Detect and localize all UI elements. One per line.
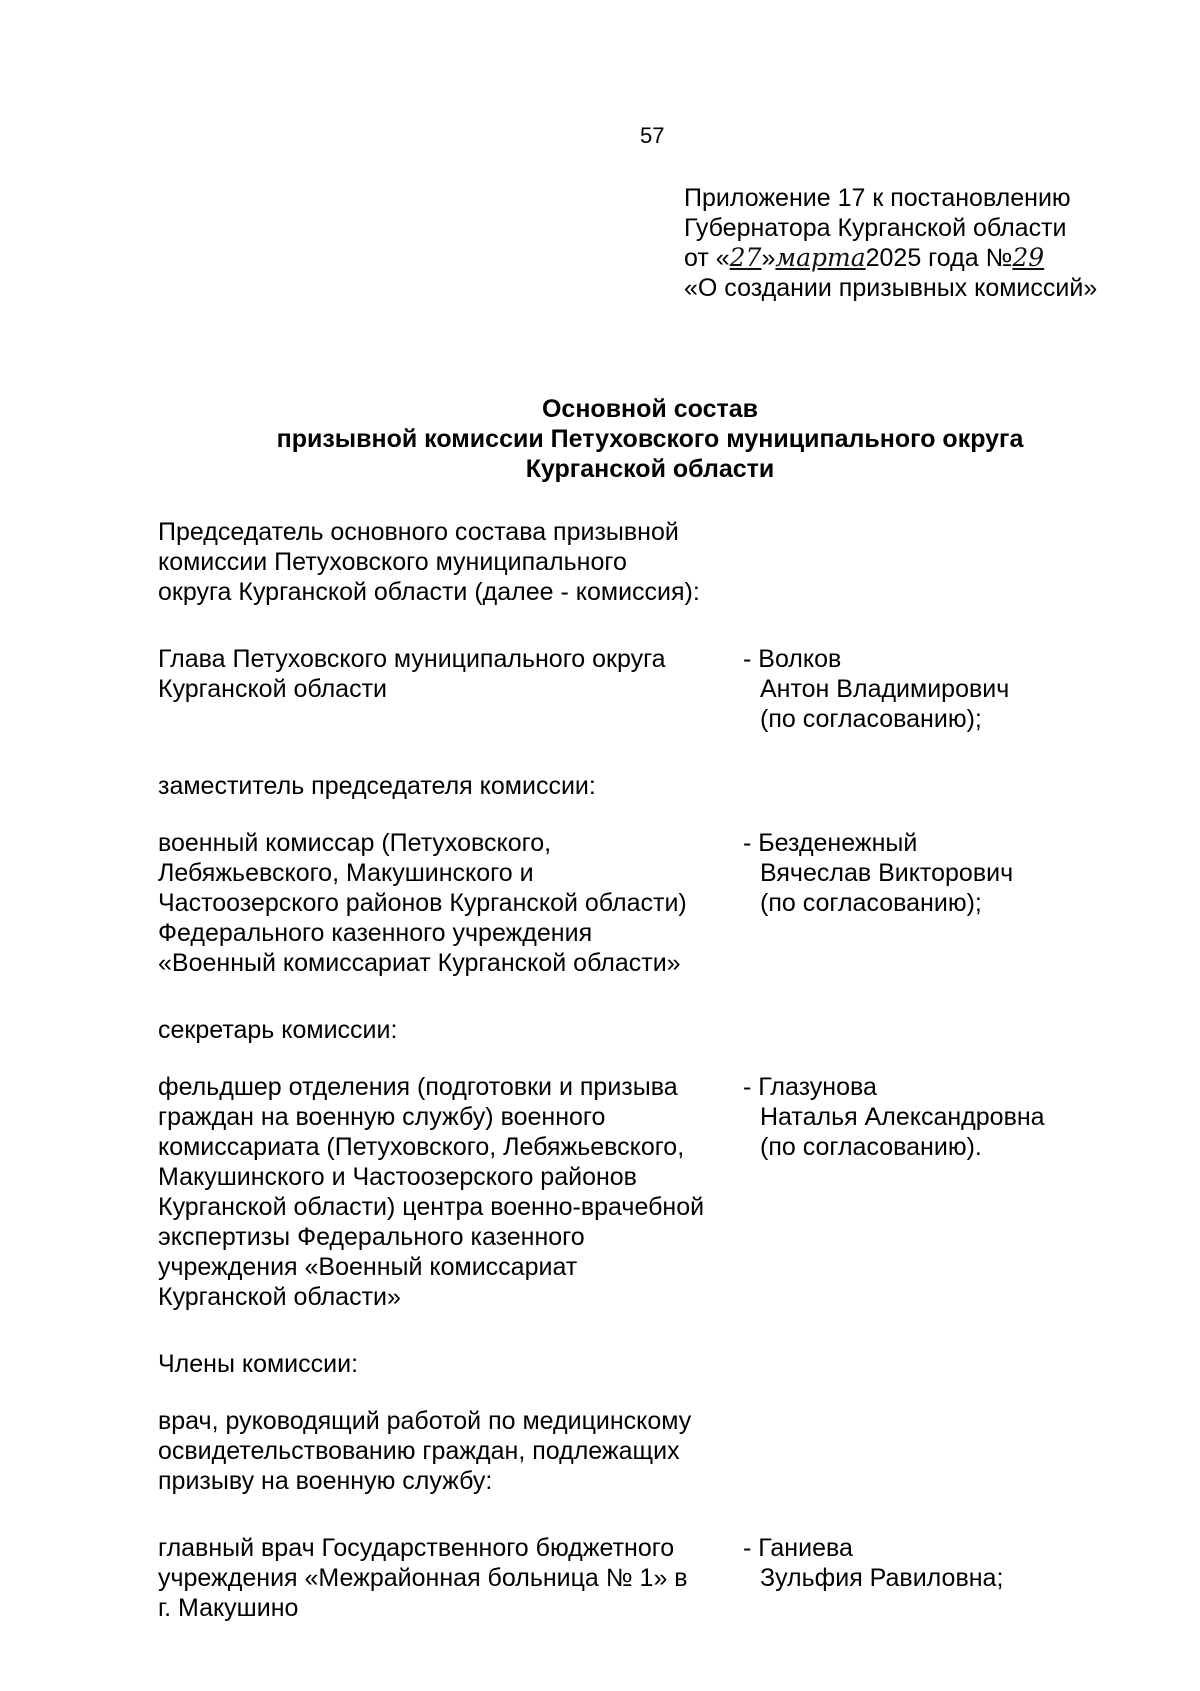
position-line: Макушинского и Частоозерского районов xyxy=(158,1163,637,1191)
doctor-heading-line: врач, руководящий работой по медицинскому xyxy=(158,1407,692,1435)
position-line: Частоозерского районов Курганской области) xyxy=(158,889,687,917)
deputy-name xyxy=(743,828,1053,978)
doctor-position xyxy=(158,1533,743,1623)
deputy-heading xyxy=(158,771,1058,801)
appendix-year: 2025 года № xyxy=(865,244,1013,272)
appendix-date-prefix: от « xyxy=(684,244,730,272)
doctor-heading-line: призыву на военную службу: xyxy=(158,1467,493,1495)
position-line: военный комиссар (Петуховского, xyxy=(158,829,552,857)
name-line: - Безденежный xyxy=(743,829,918,857)
position-line: главный врач Государственного бюджетного xyxy=(158,1534,675,1562)
name-line: Антон Владимирович xyxy=(760,675,1010,703)
secretary-heading xyxy=(158,1015,1058,1045)
handwritten-month: марта xyxy=(775,243,866,272)
handwritten-doc-number: 29 xyxy=(1012,243,1045,272)
handwritten-day: 27 xyxy=(729,243,762,272)
position-line: Глава Петуховского муниципального округа xyxy=(158,645,666,673)
position-line: комиссариата (Петуховского, Лебяжьевского, xyxy=(158,1133,685,1161)
position-line: Курганской области) центра военно-врачебной xyxy=(158,1193,705,1221)
page-number: 57 xyxy=(640,123,665,148)
position-line: экспертизы Федерального казенного xyxy=(158,1223,585,1251)
name-line: (по согласованию); xyxy=(760,889,982,917)
chairman-entry xyxy=(158,644,1058,734)
position-line: граждан на военную службу) военного xyxy=(158,1103,606,1131)
doctor-entry xyxy=(158,1533,1058,1623)
chairman-heading xyxy=(158,517,1058,607)
position-line: Федерального казенного учреждения xyxy=(158,919,593,947)
secretary-position xyxy=(158,1072,743,1312)
name-line: Зульфия Равиловна; xyxy=(760,1564,1004,1592)
secretary-heading-line: секретарь комиссии: xyxy=(158,1016,398,1044)
name-line: Наталья Александровна xyxy=(760,1103,1045,1131)
document-title xyxy=(230,394,1070,484)
position-line: Курганской области xyxy=(158,675,388,703)
chairman-name xyxy=(743,644,1053,734)
members-heading-line: Члены комиссии: xyxy=(158,1350,359,1378)
doctor-name xyxy=(743,1533,1053,1623)
appendix-line-1: Приложение 17 к постановлению xyxy=(684,184,1071,212)
position-line: г. Макушино xyxy=(158,1594,299,1622)
chairman-heading-line: Председатель основного состава призывной xyxy=(158,518,679,546)
position-line: учреждения «Межрайонная больница № 1» в xyxy=(158,1564,688,1592)
document-body xyxy=(158,517,1058,1660)
position-line: «Военный комиссариат Курганской области» xyxy=(158,949,681,977)
doctor-heading xyxy=(158,1406,1058,1496)
members-heading xyxy=(158,1349,1058,1379)
deputy-entry xyxy=(158,828,1058,978)
deputy-heading-line: заместитель председателя комиссии: xyxy=(158,772,596,800)
chairman-heading-line: комиссии Петуховского муниципального xyxy=(158,548,627,576)
position-line: Лебяжьевского, Макушинского и xyxy=(158,859,534,887)
name-line: (по согласованию). xyxy=(760,1133,982,1161)
name-line: (по согласованию); xyxy=(760,705,982,733)
chairman-heading-line: округа Курганской области (далее - комиссия): xyxy=(158,578,700,606)
appendix-line-3 xyxy=(684,243,1124,273)
appendix-date-mid: » xyxy=(761,244,776,272)
title-line-2: призывной комиссии Петуховского муниципального округа xyxy=(276,425,1024,453)
appendix-header xyxy=(684,183,1124,303)
secretary-name xyxy=(743,1072,1053,1312)
position-line: Курганской области» xyxy=(158,1283,401,1311)
title-line-1: Основной состав xyxy=(541,395,759,423)
appendix-line-2: Губернатора Курганской области xyxy=(684,214,1067,242)
position-line: учреждения «Военный комиссариат xyxy=(158,1253,578,1281)
title-line-3: Курганской области xyxy=(525,455,775,483)
doctor-heading-line: освидетельствованию граждан, подлежащих xyxy=(158,1437,680,1465)
secretary-entry xyxy=(158,1072,1058,1312)
chairman-position xyxy=(158,644,743,734)
name-line: - Глазунова xyxy=(743,1073,877,1101)
deputy-position xyxy=(158,828,743,978)
appendix-line-4: «О создании призывных комиссий» xyxy=(684,274,1098,302)
name-line: Вячеслав Викторович xyxy=(760,859,1014,887)
position-line: фельдшер отделения (подготовки и призыва xyxy=(158,1073,678,1101)
name-line: - Ганиева xyxy=(743,1534,853,1562)
name-line: - Волков xyxy=(743,645,842,673)
